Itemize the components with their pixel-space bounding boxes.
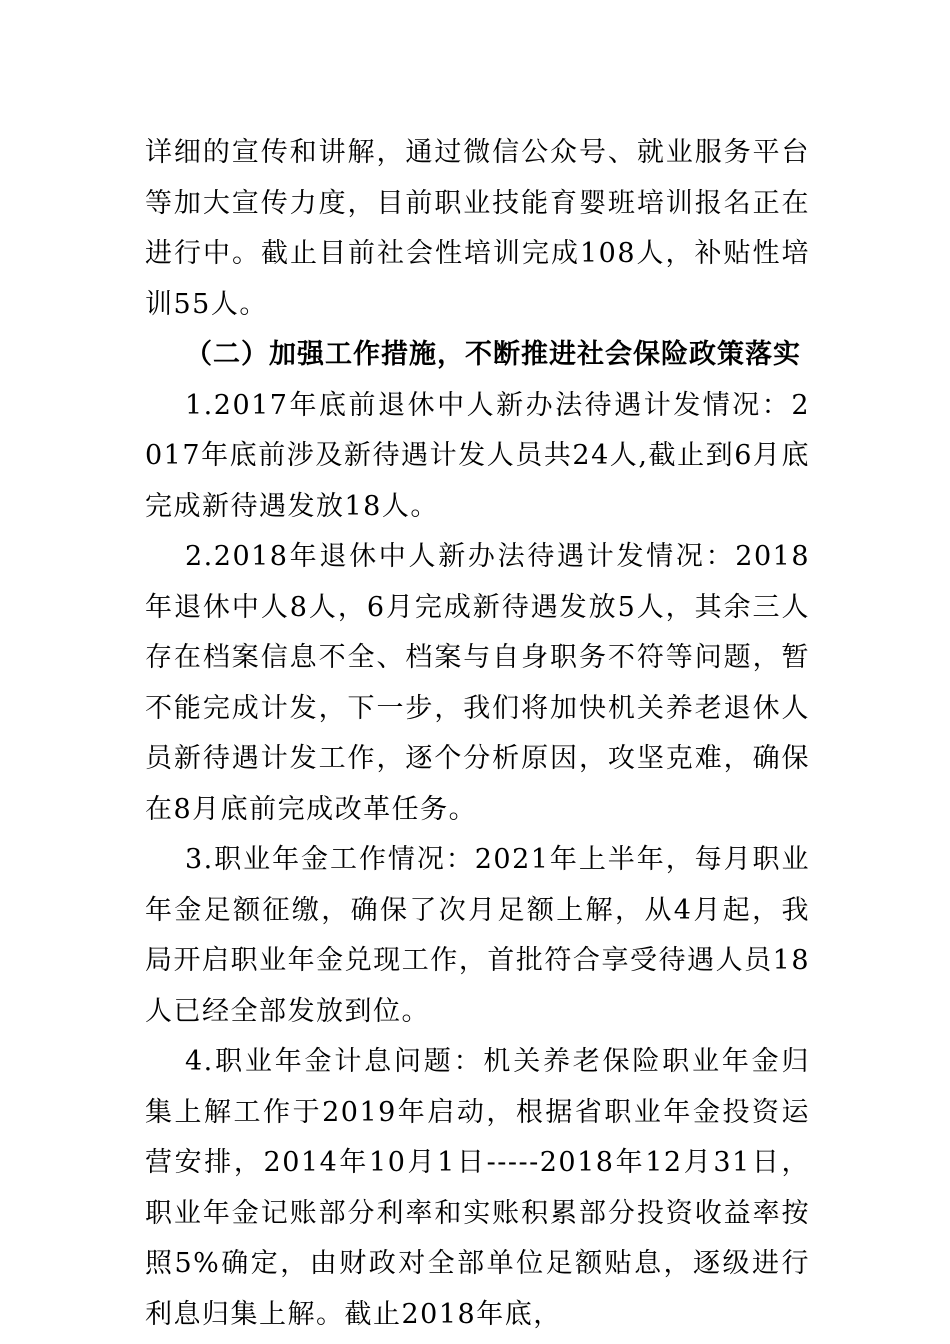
section-heading-social-insurance: （二）加强工作措施，不断推进社会保险政策落实 [185,339,801,370]
document-body [145,128,810,1340]
paragraph-item-1-pre-2017-retirees: 1.2017年底前退休中人新办法待遇计发情况：2017年底前涉及新待遇计发人员共24人,截止到6月底完成新待遇发放18人。 [145,389,810,522]
paragraph-item-3-occupational-annuity: 3.职业年金工作情况：2021年上半年，每月职业年金足额征缴，确保了次月足额上解，从4月起，我局开启职业年金兑现工作，首批符合享受待遇人员18人已经全部发放到位。 [145,844,810,1027]
paragraph-item-4-annuity-interest: 4.职业年金计息问题：机关养老保险职业年金归集上解工作于2019年启动，根据省职业年金投资运营安排，2014年10月1日-----2018年12月31日，职业年金记账部分利率和实账积累部分投资收益率按照5%确定，由财政对全部单位足额贴息，逐级进行利息归集上解。截止2018年底， [145,1046,810,1330]
paragraph-training-summary: 详细的宣传和讲解，通过微信公众号、就业服务平台等加大宣传力度，目前职业技能育婴班培训报名正在进行中。截止目前社会性培训完成108人，补贴性培训55人。 [145,137,810,320]
paragraph-item-2-2018-retirees: 2.2018年退休中人新办法待遇计发情况：2018年退休中人8人，6月完成新待遇发放5人，其余三人存在档案信息不全、档案与自身职务不符等问题，暂不能完成计发，下一步，我们将加快机关养老退休人员新待遇计发工作，逐个分析原因，攻坚克难，确保在8月底前完成改革任务。 [145,541,810,825]
